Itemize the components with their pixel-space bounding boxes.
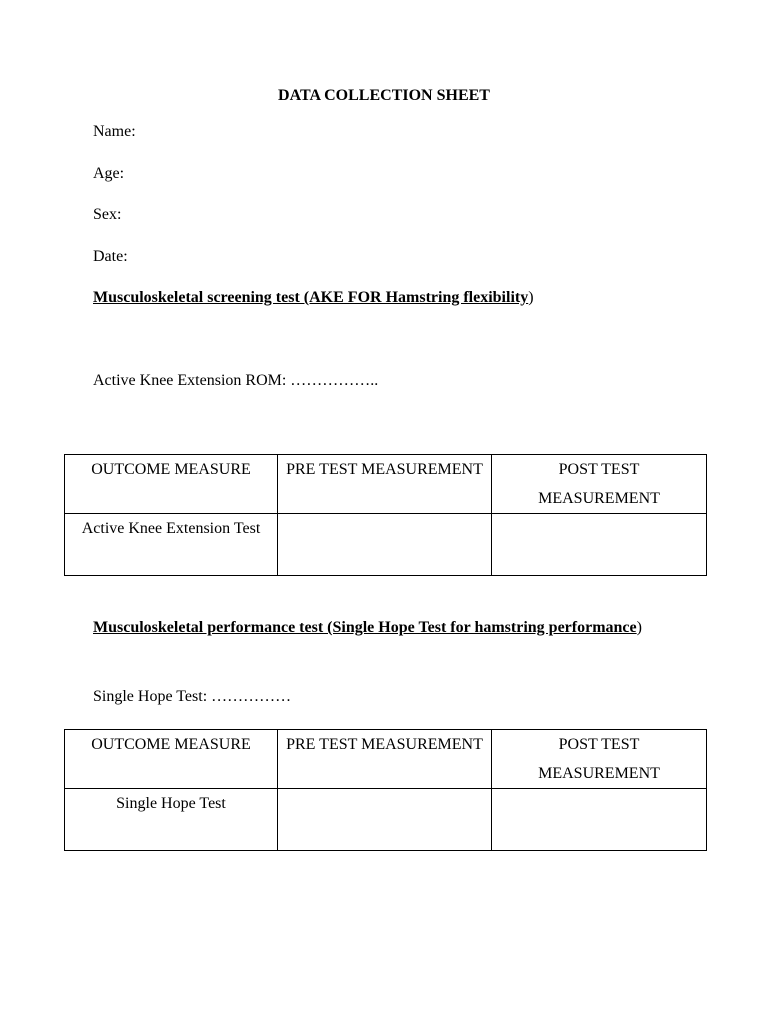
table-row (65, 514, 707, 576)
ake-table (64, 454, 707, 576)
table-header-row (65, 730, 707, 789)
section1-heading (93, 289, 534, 307)
table-row (65, 789, 707, 851)
section2-heading (93, 613, 675, 643)
pre-test-cell[interactable] (278, 789, 492, 851)
single-hop-line: Single Hope Test: …………… (93, 688, 292, 705)
header-outcome: OUTCOME MEASURE (65, 730, 278, 789)
table-header-row (65, 455, 707, 514)
header-pre: PRE TEST MEASUREMENT (278, 455, 492, 514)
outcome-cell: Active Knee Extension Test (65, 514, 278, 576)
post-test-cell[interactable] (492, 514, 707, 576)
name-label: Name: (93, 123, 136, 140)
header-outcome: OUTCOME MEASURE (65, 455, 278, 514)
section1-heading-tail: ) (528, 289, 534, 306)
header-post: POST TEST MEASUREMENT (492, 455, 707, 514)
post-test-cell[interactable] (492, 789, 707, 851)
page-title: DATA COLLECTION SHEET (278, 87, 490, 104)
header-pre: PRE TEST MEASUREMENT (278, 730, 492, 789)
section2-heading-text: Musculoskeletal performance test (Single Hope Test for hamstring performance (93, 619, 637, 636)
section1-heading-text: Musculoskeletal screening test (AKE FOR Hamstring flexibility (93, 289, 529, 306)
age-label: Age: (93, 165, 125, 182)
single-hop-table (64, 729, 707, 851)
date-label: Date: (93, 248, 128, 265)
sex-label: Sex: (93, 206, 122, 223)
ake-rom-line: Active Knee Extension ROM: …………….. (93, 372, 379, 389)
pre-test-cell[interactable] (278, 514, 492, 576)
section2-heading-tail: ) (636, 619, 642, 636)
outcome-cell: Single Hope Test (65, 789, 278, 851)
header-post: POST TEST MEASUREMENT (492, 730, 707, 789)
